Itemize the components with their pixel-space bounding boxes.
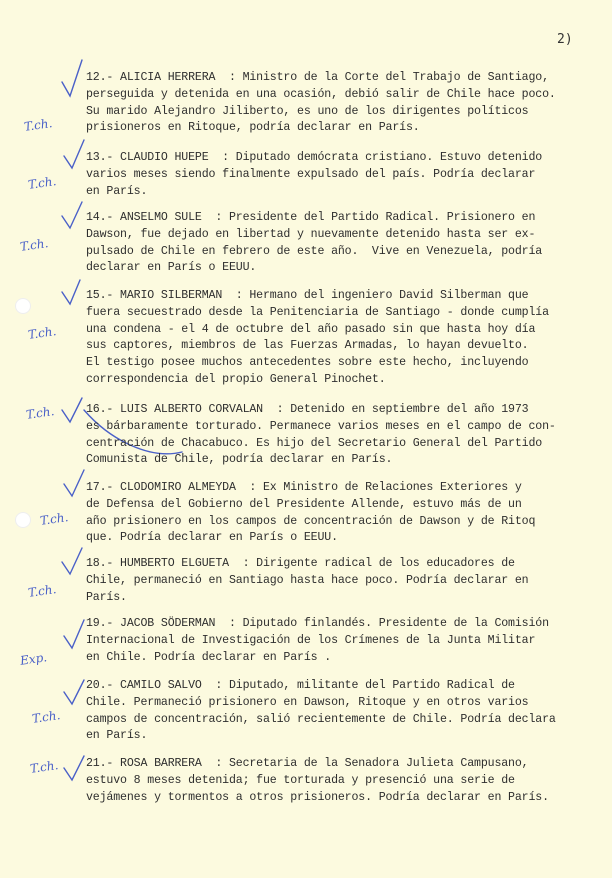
margin-note: T.ch. bbox=[27, 582, 58, 600]
witness-entry-18 bbox=[86, 556, 586, 606]
margin-note: T.ch. bbox=[31, 708, 62, 726]
margin-note: T.ch. bbox=[19, 236, 50, 254]
entry-line: París. bbox=[86, 590, 127, 604]
witness-entry-20 bbox=[86, 678, 586, 745]
checkmark-icon bbox=[64, 470, 84, 496]
entry-line: 16.- LUIS ALBERTO CORVALAN : Detenido en septiembre del año 1973 bbox=[86, 403, 529, 416]
witness-entry-12 bbox=[86, 70, 586, 137]
checkmark-icon bbox=[62, 280, 80, 304]
entry-line: campos de concentración, salió recientemente de Chile. Podría declara bbox=[86, 712, 556, 726]
witness-entry-16 bbox=[86, 402, 586, 469]
entry-line: centración de Chacabuco. Es hijo del Secretario General del Partido bbox=[86, 436, 543, 450]
entry-line: estuvo 8 meses detenida; fue torturada y presenció una serie de bbox=[86, 773, 515, 787]
entry-line: que. Podría declarar en París o EEUU. bbox=[86, 531, 338, 545]
entry-line: 21.- ROSA BARRERA : Secretaria de la Senadora Julieta Campusano, bbox=[86, 757, 529, 770]
witness-entry-21 bbox=[86, 756, 586, 806]
entry-line: una condena - el 4 de octubre del año pasado sin que hasta hoy día bbox=[86, 322, 536, 336]
entry-line: 19.- JACOB SÖDERMAN : Diputado finlandés. Presidente de la Comisión bbox=[86, 617, 549, 630]
entry-line: en Chile. Podría declarar en París . bbox=[86, 650, 332, 664]
page-number: 2) bbox=[557, 32, 573, 47]
entry-line: Chile. Permaneció prisionero en Dawson, Ritoque y en otros varios bbox=[86, 695, 529, 709]
entry-line: correspondencia del propio General Pinochet. bbox=[86, 372, 386, 386]
witness-entry-19 bbox=[86, 616, 586, 666]
checkmark-icon bbox=[62, 60, 82, 96]
entry-line: pulsado de Chile en febrero de este año. Vive en Venezuela, podría bbox=[86, 244, 543, 258]
margin-note: T.ch. bbox=[39, 510, 70, 528]
checkmark-icon bbox=[62, 202, 82, 228]
margin-note: Exp. bbox=[19, 650, 48, 668]
entry-line: 15.- MARIO SILBERMAN : Hermano del ingeniero David Silberman que bbox=[86, 289, 529, 302]
entry-line: Internacional de Investigación de los Crímenes de la Junta Militar bbox=[86, 633, 536, 647]
entry-line: prisioneros en Ritoque, podría declarar en París. bbox=[86, 121, 420, 135]
witness-entry-15 bbox=[86, 288, 586, 389]
entry-line: 18.- HUMBERTO ELGUETA : Dirigente radical de los educadores de bbox=[86, 557, 515, 570]
entry-line: fuera secuestrado desde la Penitenciaria de Santiago - donde cumplía bbox=[86, 305, 549, 319]
entry-line: Su marido Alejandro Jiliberto, es uno de los dirigentes políticos bbox=[86, 104, 529, 118]
entry-line: sus captores, miembros de las Fuerzas Armadas, lo hayan devuelto. bbox=[86, 339, 529, 353]
entry-line: 20.- CAMILO SALVO : Diputado, militante del Partido Radical de bbox=[86, 679, 515, 692]
checkmark-icon bbox=[64, 756, 84, 780]
margin-note: T.ch. bbox=[27, 324, 58, 342]
entry-line: declarar en París o EEUU. bbox=[86, 261, 257, 275]
entry-line: 14.- ANSELMO SULE : Presidente del Partido Radical. Prisionero en bbox=[86, 211, 536, 224]
entry-line: El testigo posee muchos antecedentes sobre este hecho, incluyendo bbox=[86, 356, 529, 370]
checkmark-icon bbox=[64, 140, 84, 168]
entry-line: es bárbaramente torturado. Permanece varios meses en el campo de con- bbox=[86, 419, 556, 433]
entry-line: 17.- CLODOMIRO ALMEYDA : Ex Ministro de Relaciones Exteriores y bbox=[86, 481, 522, 494]
witness-entry-17 bbox=[86, 480, 586, 547]
entry-line: año prisionero en los campos de concentración de Dawson y de Ritoq bbox=[86, 514, 536, 528]
checkmark-icon bbox=[62, 398, 82, 422]
witness-entry-14 bbox=[86, 210, 586, 277]
entry-line: Comunista de Chile, podría declarar en París. bbox=[86, 453, 393, 467]
margin-note: T.ch. bbox=[23, 116, 54, 134]
entry-line: vejámenes y tormentos a otros prisioneros. Podría declarar en París. bbox=[86, 790, 549, 804]
entry-line: en París. bbox=[86, 184, 148, 198]
entry-line: Dawson, fue dejado en libertad y nuevamente detenido hasta ser ex- bbox=[86, 227, 536, 241]
entry-line: 12.- ALICIA HERRERA : Ministro de la Corte del Trabajo de Santiago, bbox=[86, 71, 549, 84]
margin-note: T.ch. bbox=[27, 174, 58, 192]
entry-line: varios meses siendo finalmente expulsado del país. Podría declarar bbox=[86, 167, 536, 181]
checkmark-icon bbox=[64, 680, 84, 704]
margin-note: T.ch. bbox=[29, 758, 60, 776]
entry-line: perseguida y detenida en una ocasión, debió salir de Chile hace poco. bbox=[86, 87, 556, 101]
margin-note: T.ch. bbox=[25, 404, 56, 422]
checkmark-icon bbox=[64, 620, 84, 648]
entry-line: Chile, permaneció en Santiago hasta hace poco. Podría declarar en bbox=[86, 573, 529, 587]
witness-entry-13 bbox=[86, 150, 586, 200]
checkmark-icon bbox=[62, 548, 82, 574]
entry-line: de Defensa del Gobierno del Presidente Allende, estuvo más de un bbox=[86, 497, 522, 511]
entry-line: 13.- CLAUDIO HUEPE : Diputado demócrata cristiano. Estuvo detenido bbox=[86, 151, 543, 164]
entry-line: en París. bbox=[86, 729, 148, 743]
